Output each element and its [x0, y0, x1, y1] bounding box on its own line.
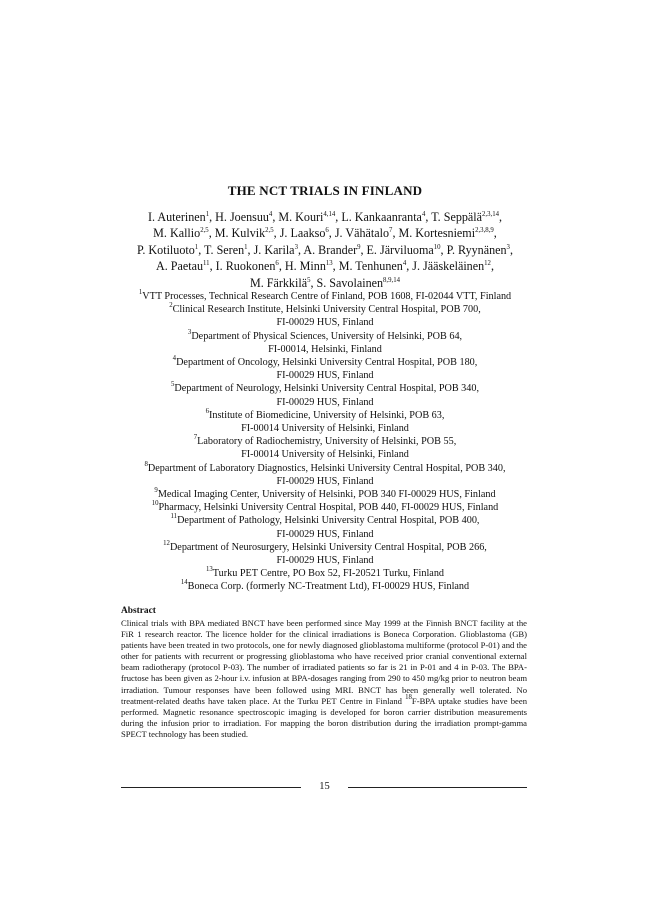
affiliation	[90, 488, 560, 501]
affiliation-line: VTT Processes, Technical Research Centre of Finland, POB 1608, FI-02044 VTT, Finland	[142, 291, 512, 302]
affiliation-number: 11	[170, 513, 178, 521]
author-affiliation-sup: 3	[506, 243, 510, 251]
author-affiliation-sup: 10	[433, 243, 441, 251]
author	[285, 259, 339, 273]
affiliation-number: 4	[172, 355, 177, 363]
abstract-heading: Abstract	[121, 606, 156, 616]
affiliation-line: FI-00014 University of Helsinki, Finland	[241, 423, 409, 435]
author	[250, 276, 317, 290]
author-name: J. Karila	[253, 242, 295, 257]
affiliation	[90, 409, 560, 435]
author-name: M. Kortesniemi	[398, 226, 476, 241]
author-affiliation-sup: 12	[484, 260, 491, 268]
affiliation	[90, 580, 560, 593]
affiliation	[90, 330, 560, 356]
author	[447, 243, 513, 257]
author	[341, 210, 431, 224]
author-separator: ,	[440, 242, 447, 257]
author	[153, 226, 215, 240]
author-name: M. Kouri	[278, 210, 324, 224]
affiliation-line: FI-00029 HUS, Finland	[276, 396, 374, 408]
author-separator: ,	[198, 242, 205, 257]
author-name: A. Brander	[303, 242, 358, 257]
affiliation-line: Department of Laboratory Diagnostics, Helsinki University Central Hospital, POB 340,	[147, 462, 506, 474]
affiliation-number: 14	[180, 579, 188, 587]
author	[367, 243, 447, 257]
author-affiliation-sup: 2,3,8,9	[475, 227, 494, 235]
author-affiliation-sup: 2,5	[265, 227, 274, 235]
author-separator: ,	[273, 226, 280, 241]
affiliation-number: 7	[193, 434, 198, 442]
affiliation-line: Department of Physical Sciences, University of Helsinki, POB 64,	[191, 330, 463, 342]
affiliation-number: 13	[205, 566, 213, 574]
author-affiliation-sup: 7	[389, 227, 393, 235]
author-separator: ,	[208, 226, 215, 241]
author	[204, 243, 254, 257]
affiliation-number: 6	[205, 407, 209, 415]
affiliation-line: FI-00029 HUS, Finland	[276, 475, 374, 487]
author-name: T. Seren	[204, 242, 245, 257]
author	[137, 243, 204, 257]
affiliation-number: 8	[144, 460, 148, 468]
page-number: 15	[319, 781, 330, 792]
author	[317, 276, 401, 290]
author	[412, 259, 494, 273]
author-affiliation-sup: 4	[421, 211, 426, 218]
author-name: P. Kotiluoto	[137, 242, 195, 257]
author-separator: ,	[297, 242, 304, 257]
author-name: A. Paetau	[156, 259, 204, 274]
author	[156, 259, 216, 273]
affiliation-line: Department of Oncology, Helsinki University Central Hospital, POB 180,	[176, 357, 478, 369]
author-list	[90, 209, 560, 291]
affiliation-line: FI-00014, Helsinki, Finland	[268, 343, 382, 355]
author-affiliation-sup: 4,14	[323, 211, 336, 218]
abstract-section	[121, 606, 527, 740]
author-name: T. Seppälä	[431, 210, 483, 224]
affiliation-number: 12	[163, 539, 170, 547]
author-affiliation-sup: 1	[205, 211, 210, 218]
affiliation-line: Medical Imaging Center, University of Helsinki, POB 340 FI-00029 HUS, Finland	[157, 489, 496, 501]
author-separator: ,	[406, 259, 413, 274]
author-affiliation-sup: 9	[357, 243, 361, 251]
affiliation	[90, 567, 560, 580]
author-affiliation-sup: 4	[402, 260, 407, 268]
author-name: M. Kulvik	[214, 226, 266, 241]
affiliation-line: Department of Neurosurgery, Helsinki University Central Hospital, POB 266,	[169, 541, 487, 553]
affiliation-line: Boneca Corp. (formerly NC-Treatment Ltd), FI-00029 HUS, Finland	[187, 581, 470, 593]
affiliation	[90, 356, 560, 382]
abstract-text-part-2: F-BPA uptake studies have been performed. Magnetic resonance spectroscopic imaging is developed for boron carrier distribution measurements during the infusion prior to irradiation. For mapping the boron distribution during the irradiation prompt-gamma SPECT technology has been studied.	[121, 695, 527, 739]
author-separator: ,	[209, 259, 216, 274]
author-separator: ,	[392, 226, 399, 241]
abstract-text-part-1: Clinical trials with BPA mediated BNCT have been performed since May 1999 at the Finnish BNCT facility at the FiR 1 research reactor. The licence holder for the clinical irradiations is Boneca Corporation. Glioblastoma (GB) patients have been treated in two protocols, one for newly diagnosed glioblastoma multiforme (protocol P-01) and the other for patients with recurrent or progressing glioblastoma who have received prior cranial conventional external beam radiotherapy (protocol P-03). The number of irradiated patients so far is 21 in P-01 and 4 in P-03. The BPA-fructose has been given as 2-hour i.v. infusion at BPA-dosages ranging from 290 to 450 mg/kg prior to neutron beam irradiation. Tumour responses have been followed using MRI. BNCT has been generally well tolerated. No treatment-related deaths have taken place. At the Turku PET Centre in Finland	[121, 618, 527, 706]
affiliation	[90, 290, 560, 303]
author-affiliation-sup: 6	[325, 227, 329, 235]
author-name: J. Vähätalo	[334, 226, 390, 241]
affiliation-line: Clinical Research Institute, Helsinki University Central Hospital, POB 700,	[172, 304, 481, 316]
affiliation	[90, 501, 560, 514]
affiliation-number: 9	[154, 487, 158, 495]
author	[303, 243, 366, 257]
author-separator: ,	[509, 242, 513, 257]
author-affiliation-sup: 8,9,14	[383, 276, 401, 284]
footer-rule-left	[121, 787, 301, 788]
author-name: J. Laakso	[279, 226, 326, 241]
author	[254, 243, 304, 257]
author-affiliation-sup: 11	[203, 260, 210, 268]
affiliation	[90, 462, 560, 488]
author-name: M. Färkkilä	[249, 275, 308, 290]
affiliation-number: 10	[151, 500, 159, 508]
affiliation	[90, 303, 560, 329]
affiliation	[90, 514, 560, 540]
author-separator: ,	[425, 210, 432, 224]
author-affiliation-sup: 2,3,14	[482, 211, 500, 218]
affiliation-line: Pharmacy, Helsinki University Central Hospital, POB 440, FI-00029 HUS, Finland	[158, 502, 499, 514]
affiliation-list	[90, 290, 560, 594]
author-name: J. Jääskeläinen	[412, 259, 485, 274]
affiliation-line: FI-00029 HUS, Finland	[276, 370, 374, 382]
author	[148, 210, 215, 224]
affiliation-number: 5	[170, 381, 175, 389]
author-separator: ,	[335, 210, 342, 224]
abstract-body	[121, 618, 527, 740]
author-name: S. Savolainen	[316, 275, 384, 290]
author-affiliation-sup: 1	[244, 243, 248, 251]
affiliation-line: FI-00029 HUS, Finland	[276, 528, 374, 540]
author-affiliation-sup: 6	[275, 260, 279, 268]
author-separator: ,	[247, 242, 254, 257]
author-affiliation-sup: 3	[294, 243, 298, 251]
affiliation	[90, 435, 560, 461]
affiliation-line: Department of Pathology, Helsinki University Central Hospital, POB 400,	[177, 515, 480, 527]
author-name: P. Ryynänen	[446, 242, 507, 257]
affiliation-line: Laboratory of Radiochemistry, University of Helsinki, POB 55,	[197, 436, 457, 448]
author	[335, 226, 399, 240]
author	[431, 210, 502, 224]
author-separator: ,	[209, 210, 216, 224]
author-name: H. Joensuu	[215, 210, 269, 224]
author-separator: ,	[499, 210, 503, 224]
author-name: I. Ruokonen	[215, 259, 276, 274]
author-separator: ,	[278, 259, 285, 274]
affiliation-line: Department of Neurology, Helsinki University Central Hospital, POB 340,	[174, 383, 480, 395]
affiliation-number: 1	[138, 289, 143, 296]
author-separator: ,	[490, 259, 494, 274]
affiliation-number: 2	[169, 302, 173, 310]
author-separator: ,	[272, 210, 279, 224]
paper-title: THE NCT TRIALS IN FINLAND	[227, 183, 423, 198]
author-separator: ,	[493, 226, 497, 241]
author-name: M. Tenhunen	[338, 259, 403, 274]
author-affiliation-sup: 5	[307, 276, 311, 284]
affiliation	[90, 382, 560, 408]
author-name: E. Järviluoma	[366, 242, 434, 257]
affiliation-line: Institute of Biomedicine, University of Helsinki, POB 63,	[208, 409, 445, 421]
author	[216, 259, 285, 273]
author	[215, 226, 280, 240]
author	[398, 226, 496, 240]
author-affiliation-sup: 13	[325, 260, 333, 268]
footer-rule-right	[348, 787, 527, 788]
author	[278, 210, 341, 224]
author-separator: ,	[310, 275, 317, 290]
author	[215, 210, 278, 224]
isotope-superscript: 18	[405, 693, 412, 701]
author	[339, 259, 413, 273]
affiliation-line: FI-00029 HUS, Finland	[276, 317, 374, 329]
author-affiliation-sup: 1	[194, 243, 199, 251]
author-affiliation-sup: 2,5	[200, 227, 209, 235]
affiliation-line: FI-00029 HUS, Finland	[276, 555, 374, 567]
author-name: H. Minn	[284, 259, 326, 274]
affiliation-line: FI-00014 University of Helsinki, Finland	[241, 449, 409, 461]
author	[280, 226, 335, 240]
author-name: M. Kallio	[153, 226, 201, 241]
author-separator: ,	[332, 259, 339, 274]
author-separator: ,	[328, 226, 335, 241]
author-name: I. Auterinen	[147, 210, 206, 224]
author-affiliation-sup: 4	[268, 211, 273, 218]
author-separator: ,	[360, 242, 367, 257]
affiliation-line: Turku PET Centre, PO Box 52, FI-20521 Turku, Finland	[212, 568, 445, 580]
author-name: L. Kankaanranta	[341, 210, 422, 224]
affiliation-number: 3	[187, 328, 192, 336]
affiliation	[90, 541, 560, 567]
